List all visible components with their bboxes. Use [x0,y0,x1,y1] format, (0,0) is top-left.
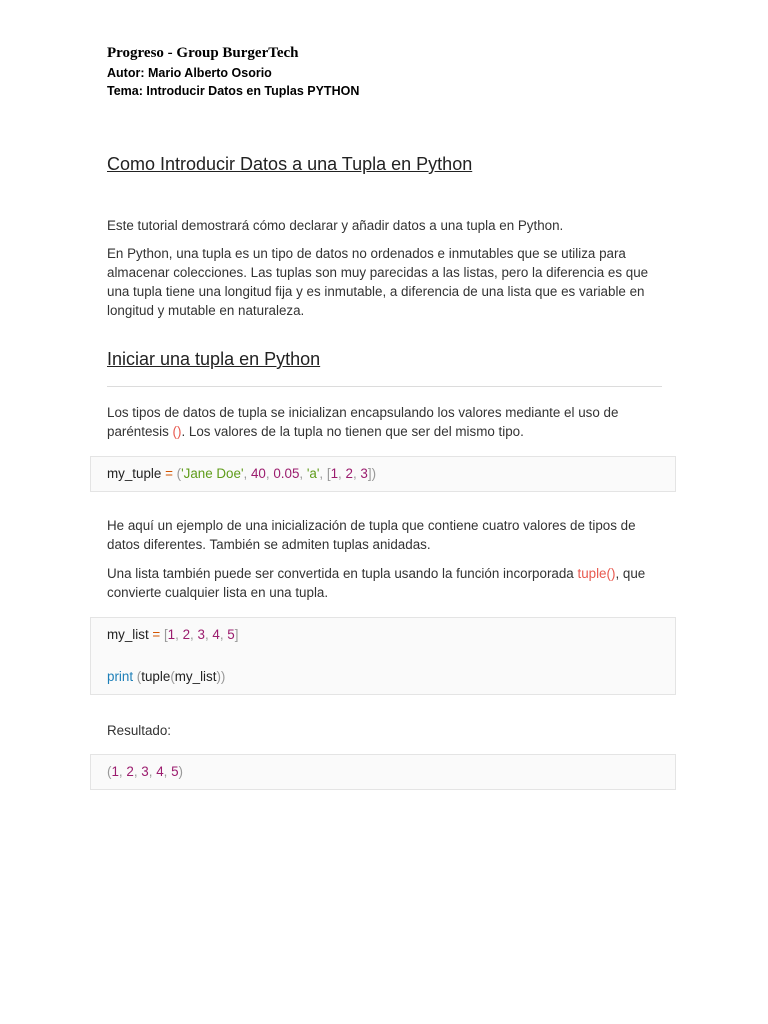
document-title: Progreso - Group BurgerTech [107,45,299,61]
code-op: = [148,627,164,642]
code-punc: , [133,764,142,779]
code-number: 4 [212,627,220,642]
intro-paragraph: Este tutorial demostrará cómo declarar y añadir datos a una tupla en Python. [107,218,564,233]
code-punc: ) [371,466,377,481]
code-punc: , [219,627,228,642]
section-divider [107,386,662,387]
code-var: my_list [174,669,217,684]
code-punc: [ [163,627,168,642]
code-keyword: print [107,669,134,684]
code-punc: , [175,627,183,642]
code-function: tuple [141,669,171,684]
code-number: 2 [345,466,353,481]
convert-text-before: Una lista también puede ser convertida en tupla usando la función incorporada [107,566,578,581]
code-punc: , [163,764,172,779]
definition-paragraph: En Python, una tupla es un tipo de datos no ordenados e inmutables que se utiliza para almacenar colecciones. Las tuplas son muy parecidas a las listas, pero la diferencia es que una tupla tiene una longitud fija y es inmutable, a diferencia de una lista que es variable en longitud y mutable en naturaleza. [107,246,649,318]
code-block-list [90,617,676,695]
init-text-after: . Los valores de la tupla no tienen que ser del mismo tipo. [181,424,524,439]
code-punc: , [148,764,157,779]
code-number: 5 [171,764,179,779]
code-punc: ( [136,669,142,684]
code-number: 4 [156,764,164,779]
topic-line: Tema: Introducir Datos en Tuplas PYTHON [107,84,360,98]
convert-text-after: , que convierte cualquier lista en una tupla. [107,566,646,600]
code-punc: ) [178,764,184,779]
inline-code-parens: () [172,424,182,439]
convert-paragraph [107,564,667,602]
code-number: 3 [197,627,205,642]
code-number: 1 [111,764,119,779]
code-block-tuple [90,456,676,492]
section-heading: Iniciar una tupla en Python [107,349,321,369]
example-paragraph: He aquí un ejemplo de una inicialización de tupla que contiene cuatro valores de tipos de datos diferentes. También se admiten tuplas anidadas. [107,518,636,552]
code-punc: , [338,466,346,481]
code-var: my_list [107,627,149,642]
code-number: 5 [227,627,235,642]
code-punc: ( [176,466,182,481]
init-paragraph [107,403,667,441]
code-punc: ( [170,669,175,684]
code-line [107,466,376,481]
result-label: Resultado: [107,723,172,738]
author-line: Autor: Mario Alberto Osorio [107,66,272,80]
code-punc: , [204,627,213,642]
code-punc: , [243,466,251,481]
code-number: 1 [330,466,339,481]
code-op: = [161,466,177,481]
init-text-before: Los tipos de datos de tupla se inicializan encapsulando los valores mediante el uso de paréntesis [107,405,619,439]
code-punc: , [265,466,274,481]
inline-code-tuple: tuple() [577,566,616,581]
code-punc: ] [367,466,372,481]
code-line [107,669,225,684]
code-number: 40 [250,466,266,481]
code-punc: ] [234,627,239,642]
code-punc: , [319,466,327,481]
code-punc: ( [107,764,112,779]
code-punc: [ [326,466,331,481]
code-punc: , [352,466,361,481]
code-punc: )) [216,669,226,684]
code-punc: , [118,764,127,779]
code-punc: , [190,627,198,642]
code-number: 0.05 [273,466,300,481]
code-line [107,764,183,779]
code-punc: , [299,466,307,481]
code-number: 3 [141,764,149,779]
code-number: 3 [360,466,368,481]
code-block-result [90,754,676,790]
code-line [107,627,238,642]
code-number: 2 [182,627,191,642]
code-number: 2 [126,764,134,779]
code-string: 'a' [306,466,320,481]
code-string: 'Jane Doe' [181,466,244,481]
code-number: 1 [167,627,176,642]
main-heading: Como Introducir Datos a una Tupla en Python [107,154,473,174]
code-var: my_tuple [107,466,162,481]
